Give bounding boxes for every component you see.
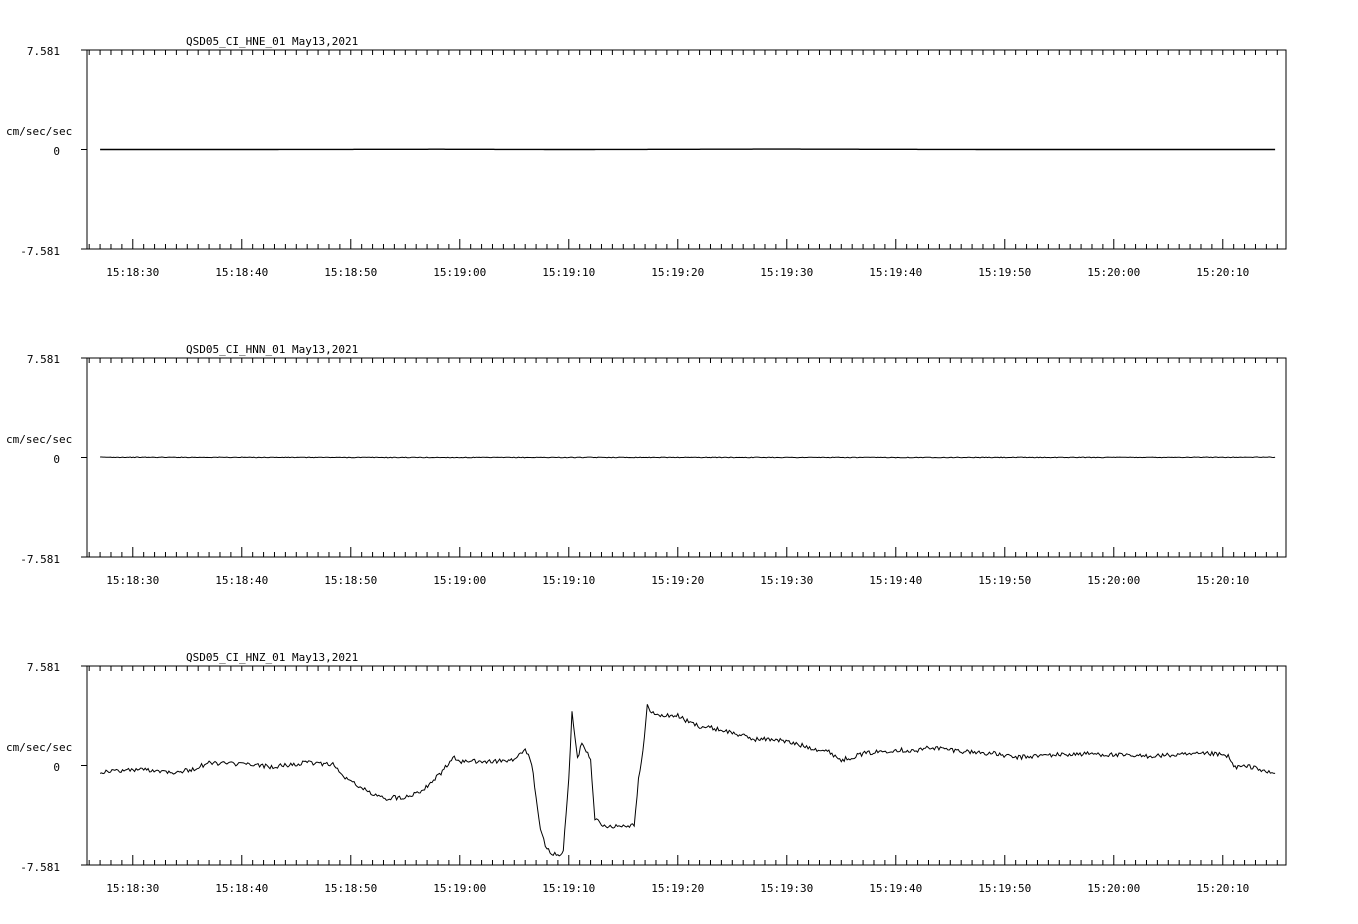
x-tick-label: 15:19:20: [651, 882, 705, 895]
x-tick-label: 15:19:20: [651, 266, 705, 279]
y-tick-top: 7.581: [26, 661, 60, 674]
x-tick-label: 15:20:00: [1087, 574, 1141, 587]
x-tick-label: 15:19:50: [978, 266, 1032, 279]
x-tick-label: 15:20:10: [1196, 574, 1250, 587]
x-tick-label: 15:18:40: [215, 574, 269, 587]
y-axis-label: cm/sec/sec: [6, 125, 73, 138]
x-tick-label: 15:18:50: [324, 882, 378, 895]
x-tick-label: 15:19:40: [869, 266, 923, 279]
panel-title: QSD05_CI_HNZ_01 May13,2021: [186, 651, 359, 664]
x-tick-label: 15:18:50: [324, 266, 378, 279]
waveform-trace: [100, 457, 1275, 458]
x-tick-label: 15:19:30: [760, 266, 814, 279]
panel-hne: [6, 35, 1286, 279]
x-tick-label: 15:19:40: [869, 882, 923, 895]
x-tick-label: 15:19:10: [542, 574, 596, 587]
x-tick-label: 15:19:00: [433, 574, 487, 587]
panel-hnz: [6, 651, 1286, 895]
panel-title: QSD05_CI_HNN_01 May13,2021: [186, 343, 359, 356]
x-tick-label: 15:18:40: [215, 882, 269, 895]
x-tick-label: 15:19:30: [760, 574, 814, 587]
panel-title: QSD05_CI_HNE_01 May13,2021: [186, 35, 359, 48]
panel-hnn: [6, 343, 1286, 587]
y-tick-zero: 0: [53, 145, 60, 158]
x-tick-label: 15:20:10: [1196, 882, 1250, 895]
x-tick-label: 15:20:00: [1087, 266, 1141, 279]
x-tick-label: 15:18:40: [215, 266, 269, 279]
y-tick-bottom: -7.581: [20, 553, 60, 566]
x-tick-label: 15:19:50: [978, 882, 1032, 895]
x-tick-label: 15:19:50: [978, 574, 1032, 587]
x-tick-label: 15:19:10: [542, 266, 596, 279]
y-tick-bottom: -7.581: [20, 245, 60, 258]
waveform-trace: [100, 704, 1275, 856]
y-tick-zero: 0: [53, 761, 60, 774]
x-tick-label: 15:18:30: [106, 574, 160, 587]
x-tick-label: 15:19:10: [542, 882, 596, 895]
y-axis-label: cm/sec/sec: [6, 433, 73, 446]
x-tick-label: 15:19:20: [651, 574, 705, 587]
x-tick-label: 15:20:10: [1196, 266, 1250, 279]
x-tick-label: 15:19:00: [433, 266, 487, 279]
y-axis-label: cm/sec/sec: [6, 741, 73, 754]
x-tick-label: 15:18:30: [106, 882, 160, 895]
x-tick-label: 15:18:50: [324, 574, 378, 587]
y-tick-bottom: -7.581: [20, 861, 60, 874]
x-tick-label: 15:19:00: [433, 882, 487, 895]
y-tick-zero: 0: [53, 453, 60, 466]
y-tick-top: 7.581: [26, 45, 60, 58]
x-tick-label: 15:18:30: [106, 266, 160, 279]
x-tick-label: 15:19:40: [869, 574, 923, 587]
y-tick-top: 7.581: [26, 353, 60, 366]
x-tick-label: 15:20:00: [1087, 882, 1141, 895]
x-tick-label: 15:19:30: [760, 882, 814, 895]
